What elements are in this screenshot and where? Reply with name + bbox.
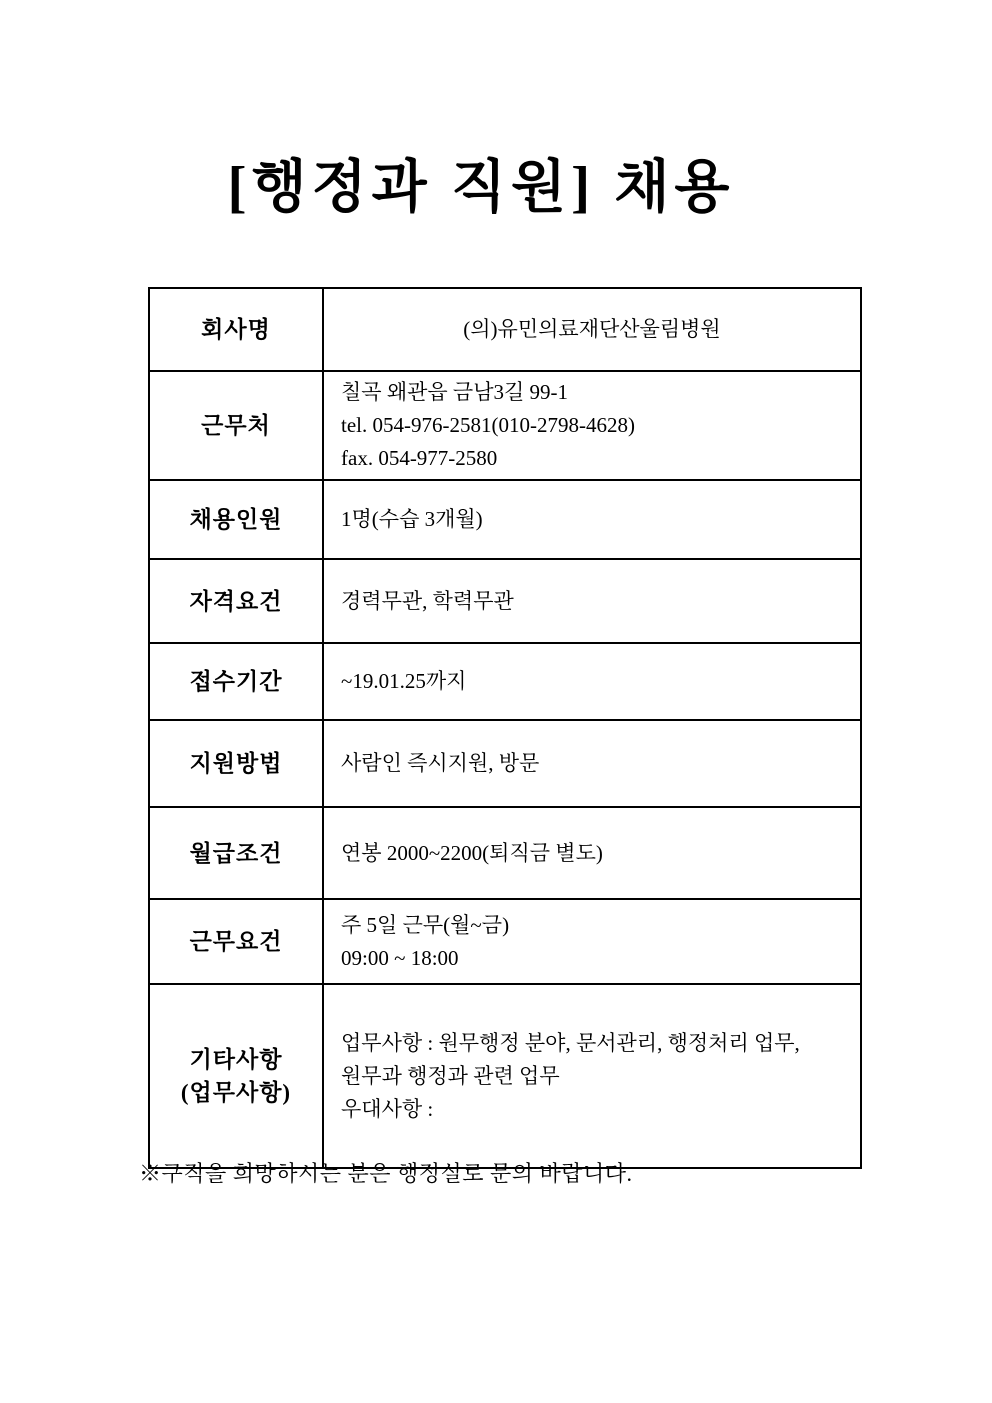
row-label-workplace: 근무처 [149, 371, 323, 480]
row-label-other-details [149, 984, 323, 1168]
cell-workplace [323, 371, 861, 480]
table-row-hiring-count [149, 480, 861, 559]
page-title: [행정과 직원] 채용 [227, 156, 735, 219]
other-details-label: 기타사항 [189, 1047, 283, 1072]
cell-text: 경력무관, 학력무관 [341, 588, 514, 613]
cell-other-details [323, 984, 861, 1168]
preferred-qualifications: 우대사항 : [341, 1096, 434, 1121]
cell-hiring-count [323, 480, 861, 559]
row-label-salary: 월급조건 [149, 807, 323, 899]
cell-company-name [323, 288, 861, 371]
table-row-other-details [149, 984, 861, 1168]
row-label-application-period: 접수기간 [149, 643, 323, 720]
workplace-fax: fax. 054-977-2580 [341, 446, 498, 470]
workplace-address: 칠곡 왜관읍 금남3길 99-1 [341, 380, 569, 404]
footnote: ※구직을 희망하시는 분은 행정실로 문의 바랍니다. [139, 1161, 633, 1186]
row-label-hiring-count: 채용인원 [149, 480, 323, 559]
cell-text: 사람인 즉시지원, 방문 [341, 751, 540, 775]
table-row-application-method [149, 720, 861, 807]
row-label-qualifications: 자격요건 [149, 559, 323, 643]
table-row-working-conditions [149, 899, 861, 984]
table-row-workplace [149, 371, 861, 480]
cell-qualifications [323, 559, 861, 643]
cell-working-conditions [323, 899, 861, 984]
cell-text: 연봉 2000~2200(퇴직금 별도) [341, 840, 603, 865]
other-details-label-sub: (업무사항) [180, 1080, 292, 1105]
cell-text: (의)유민의료재단산울림병원 [463, 317, 721, 341]
cell-text: ~19.01.25까지 [341, 669, 467, 693]
job-duties-line-1: 업무사항 : 원무행정 분야, 문서관리, 행정처리 업무, [341, 1030, 800, 1055]
cell-application-period [323, 643, 861, 720]
table-row-qualifications [149, 559, 861, 643]
table-row-application-period [149, 643, 861, 720]
working-days: 주 5일 근무(월~금) [341, 912, 510, 937]
cell-salary [323, 807, 861, 899]
cell-application-method [323, 720, 861, 807]
row-label-application-method: 지원방법 [149, 720, 323, 807]
row-label-working-conditions: 근무요건 [149, 899, 323, 984]
table-row-salary [149, 807, 861, 899]
workplace-tel: tel. 054-976-2581(010-2798-4628) [341, 413, 635, 437]
row-label-company-name: 회사명 [149, 288, 323, 371]
job-duties-line-2: 원무과 행정과 관련 업무 [341, 1063, 560, 1088]
table-row-company-name [149, 288, 861, 371]
job-posting-table [148, 287, 862, 1169]
cell-text: 1명(수습 3개월) [341, 507, 483, 531]
working-hours: 09:00 ~ 18:00 [341, 945, 459, 970]
